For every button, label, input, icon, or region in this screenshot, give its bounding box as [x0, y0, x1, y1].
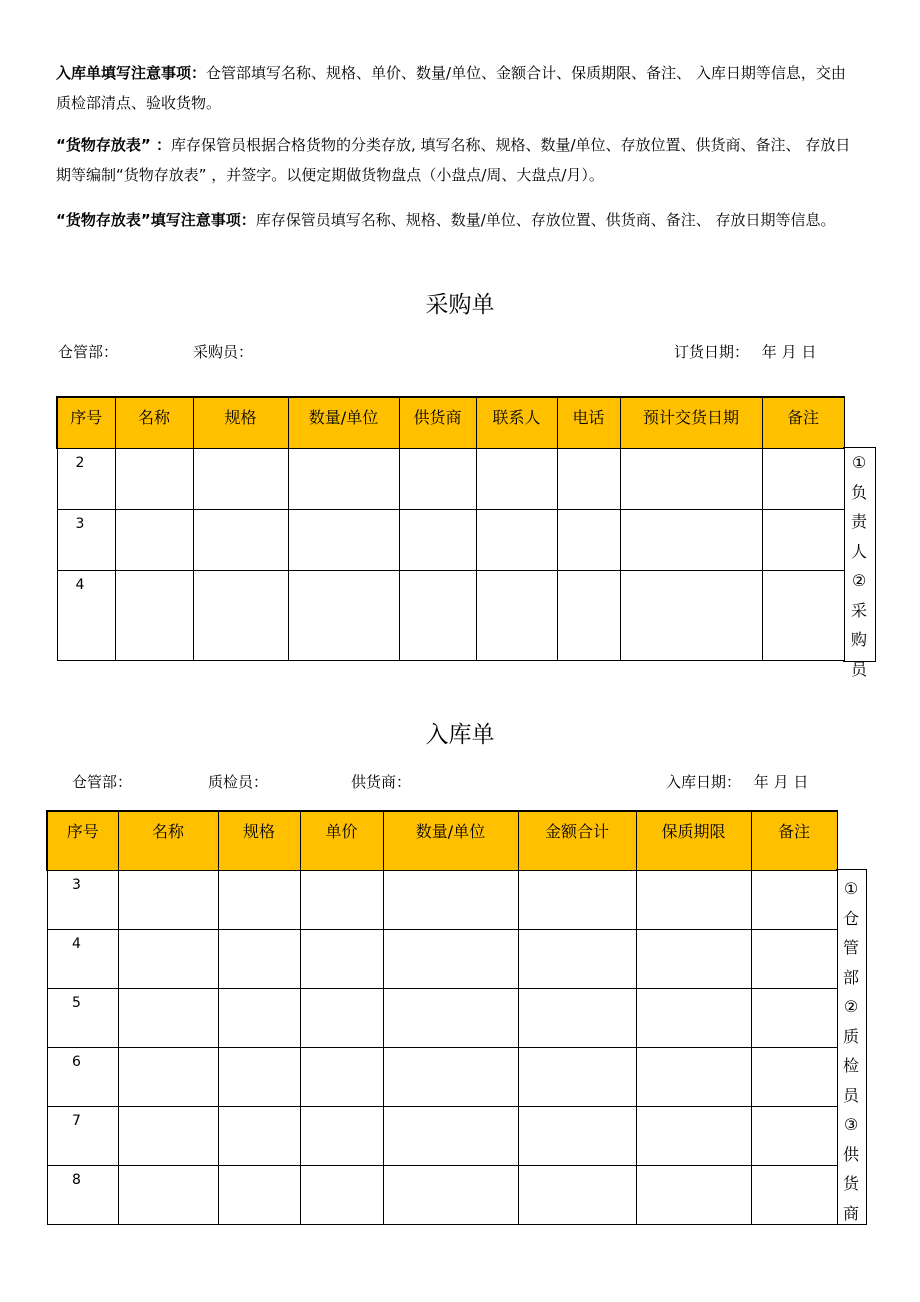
cell-amount[interactable]	[518, 870, 636, 929]
cell-remark[interactable]	[762, 448, 844, 509]
note-text: 仓管部填写名称、规格、单价、数量/单位、金额合计、保质期限、备注、 入库日期等信息，交由质检部清点、验收货物。	[56, 64, 846, 112]
cell-remark[interactable]	[751, 1106, 837, 1165]
signature-char: ①	[851, 453, 867, 472]
cell-name[interactable]	[118, 1165, 218, 1224]
signature-char: 购	[850, 630, 867, 649]
header-cell: 备注	[762, 397, 844, 448]
cell-name[interactable]	[118, 870, 218, 929]
cell-qty[interactable]	[383, 1047, 518, 1106]
cell-qty[interactable]	[288, 509, 399, 570]
cell-price[interactable]	[300, 988, 383, 1047]
table-row	[47, 1047, 837, 1106]
signature-char: 检	[842, 1056, 859, 1075]
signature-char: 人	[850, 541, 867, 561]
table-row	[47, 988, 837, 1047]
cell-spec[interactable]	[218, 870, 300, 929]
cell-name[interactable]	[118, 1106, 218, 1165]
purchase-table	[56, 396, 845, 661]
cell-supplier[interactable]	[399, 570, 476, 660]
receipt-title: 入库单	[425, 722, 495, 748]
order-date-label: 订货日期：	[674, 343, 750, 361]
receipt-warehouse-label: 仓管部：	[72, 773, 133, 791]
cell-supplier[interactable]	[399, 448, 476, 509]
note-text: 库存保管员填写名称、规格、数量/单位、存放位置、供货商、备注、 存放日期等信息。	[255, 211, 836, 229]
cell-name[interactable]	[118, 929, 218, 988]
cell-amount[interactable]	[518, 988, 636, 1047]
header-cell: 名称	[118, 811, 218, 870]
cell-qty[interactable]	[383, 929, 518, 988]
note-label: 入库单填写注意事项：	[56, 64, 207, 82]
signature-char: ①	[843, 879, 859, 898]
note-label: “货物存放表” ：	[56, 136, 171, 154]
row-number: 3	[57, 509, 115, 570]
signature-char: 仓	[842, 908, 859, 928]
table-row	[57, 570, 844, 660]
cell-delivery-date[interactable]	[620, 448, 762, 509]
header-cell: 供货商	[399, 397, 476, 448]
cell-remark[interactable]	[762, 509, 844, 570]
receipt-inspector-label: 质检员：	[208, 773, 269, 791]
row-number: 5	[47, 988, 118, 1047]
cell-amount[interactable]	[518, 1106, 636, 1165]
header-cell: 备注	[751, 811, 837, 870]
cell-remark[interactable]	[751, 870, 837, 929]
row-number: 7	[47, 1106, 118, 1165]
cell-name[interactable]	[115, 509, 193, 570]
note-receipt-instructions	[56, 58, 856, 118]
cell-delivery-date[interactable]	[620, 570, 762, 660]
cell-shelf-life[interactable]	[636, 1165, 751, 1224]
cell-qty[interactable]	[288, 448, 399, 509]
cell-name[interactable]	[115, 448, 193, 509]
cell-shelf-life[interactable]	[636, 1106, 751, 1165]
cell-price[interactable]	[300, 1165, 383, 1224]
signature-char: 责	[850, 512, 867, 531]
note-storage-instructions	[56, 205, 856, 235]
purchase-header-row	[57, 397, 844, 448]
note-storage-table	[56, 130, 856, 190]
table-row	[47, 929, 837, 988]
cell-amount[interactable]	[518, 929, 636, 988]
cell-phone[interactable]	[557, 448, 620, 509]
header-cell: 规格	[193, 397, 288, 448]
signature-char: 商	[842, 1203, 859, 1223]
row-number: 8	[47, 1165, 118, 1224]
cell-remark[interactable]	[751, 1165, 837, 1224]
receipt-date-label: 入库日期：	[666, 773, 742, 791]
cell-remark[interactable]	[762, 570, 844, 660]
table-row	[57, 509, 844, 570]
cell-spec[interactable]	[193, 509, 288, 570]
receipt-header-row	[47, 811, 837, 870]
signature-char: 质	[842, 1026, 859, 1046]
purchase-title: 采购单	[425, 292, 495, 318]
header-cell: 规格	[218, 811, 300, 870]
header-cell: 电话	[557, 397, 620, 448]
cell-spec[interactable]	[218, 988, 300, 1047]
header-cell: 名称	[115, 397, 193, 448]
signature-char: ②	[843, 997, 859, 1016]
cell-spec[interactable]	[218, 1047, 300, 1106]
header-cell: 单价	[300, 811, 383, 870]
cell-spec[interactable]	[218, 1106, 300, 1165]
signature-char: 货	[842, 1174, 859, 1193]
header-cell: 序号	[57, 397, 115, 448]
signature-char: ③	[843, 1115, 859, 1134]
table-row	[47, 870, 837, 929]
cell-spec[interactable]	[218, 929, 300, 988]
cell-shelf-life[interactable]	[636, 1047, 751, 1106]
cell-name[interactable]	[115, 570, 193, 660]
cell-shelf-life[interactable]	[636, 988, 751, 1047]
cell-spec[interactable]	[193, 570, 288, 660]
receipt-supplier-label: 供货商：	[351, 773, 412, 791]
cell-shelf-life[interactable]	[636, 929, 751, 988]
header-cell: 联系人	[476, 397, 557, 448]
signature-char: 管	[842, 938, 859, 957]
cell-contact[interactable]	[476, 448, 557, 509]
cell-remark[interactable]	[751, 1047, 837, 1106]
cell-qty[interactable]	[383, 1106, 518, 1165]
cell-delivery-date[interactable]	[620, 509, 762, 570]
header-cell: 预计交货日期	[620, 397, 762, 448]
signature-char: 部	[842, 967, 859, 987]
cell-price[interactable]	[300, 1106, 383, 1165]
signature-char: 员	[850, 659, 867, 679]
cell-spec[interactable]	[193, 448, 288, 509]
cell-name[interactable]	[118, 1047, 218, 1106]
row-number: 6	[47, 1047, 118, 1106]
cell-supplier[interactable]	[399, 509, 476, 570]
signature-char: 采	[850, 600, 867, 620]
cell-price[interactable]	[300, 1047, 383, 1106]
purchase-warehouse-label: 仓管部：	[58, 343, 119, 361]
header-cell: 数量/单位	[288, 397, 399, 448]
header-cell: 序号	[47, 811, 118, 870]
cell-amount[interactable]	[518, 1165, 636, 1224]
purchase-order-date	[674, 341, 816, 362]
cell-name[interactable]	[118, 988, 218, 1047]
cell-amount[interactable]	[518, 1047, 636, 1106]
row-number: 2	[57, 448, 115, 509]
receipt-date	[666, 771, 808, 792]
order-date-suffix: 年 月 日	[761, 343, 817, 361]
table-row	[57, 448, 844, 509]
signature-char: 供	[842, 1144, 859, 1164]
note-label: “货物存放表”填写注意事项：	[56, 211, 256, 229]
cell-phone[interactable]	[557, 570, 620, 660]
cell-price[interactable]	[300, 870, 383, 929]
cell-shelf-life[interactable]	[636, 870, 751, 929]
receipt-table	[46, 810, 838, 1225]
cell-qty[interactable]	[288, 570, 399, 660]
cell-contact[interactable]	[476, 570, 557, 660]
signature-char: 负	[850, 482, 867, 502]
cell-phone[interactable]	[557, 509, 620, 570]
table-row	[47, 1165, 837, 1224]
signature-char: ②	[851, 571, 867, 590]
cell-remark[interactable]	[751, 929, 837, 988]
receipt-date-suffix: 年 月 日	[753, 773, 809, 791]
purchase-signature-column	[843, 447, 876, 679]
signature-char: 员	[842, 1085, 859, 1105]
cell-qty[interactable]	[383, 988, 518, 1047]
cell-remark[interactable]	[751, 988, 837, 1047]
cell-spec[interactable]	[218, 1165, 300, 1224]
purchase-buyer-label: 采购员：	[193, 343, 254, 361]
table-row	[47, 1106, 837, 1165]
row-number: 3	[47, 870, 118, 929]
header-cell: 数量/单位	[383, 811, 518, 870]
cell-qty[interactable]	[383, 1165, 518, 1224]
row-number: 4	[47, 929, 118, 988]
header-cell: 保质期限	[636, 811, 751, 870]
cell-price[interactable]	[300, 929, 383, 988]
receipt-signature-column	[836, 869, 867, 1225]
row-number: 4	[57, 570, 115, 660]
header-cell: 金额合计	[518, 811, 636, 870]
cell-qty[interactable]	[383, 870, 518, 929]
note-text: 库存保管员根据合格货物的分类存放, 填写名称、规格、数量/单位、存放位置、供货商、备注、 存放日期等编制“货物存放表” ，并签字。以便定期做货物盘点（小盘点/周、大盘点/月）。	[56, 136, 851, 184]
cell-contact[interactable]	[476, 509, 557, 570]
